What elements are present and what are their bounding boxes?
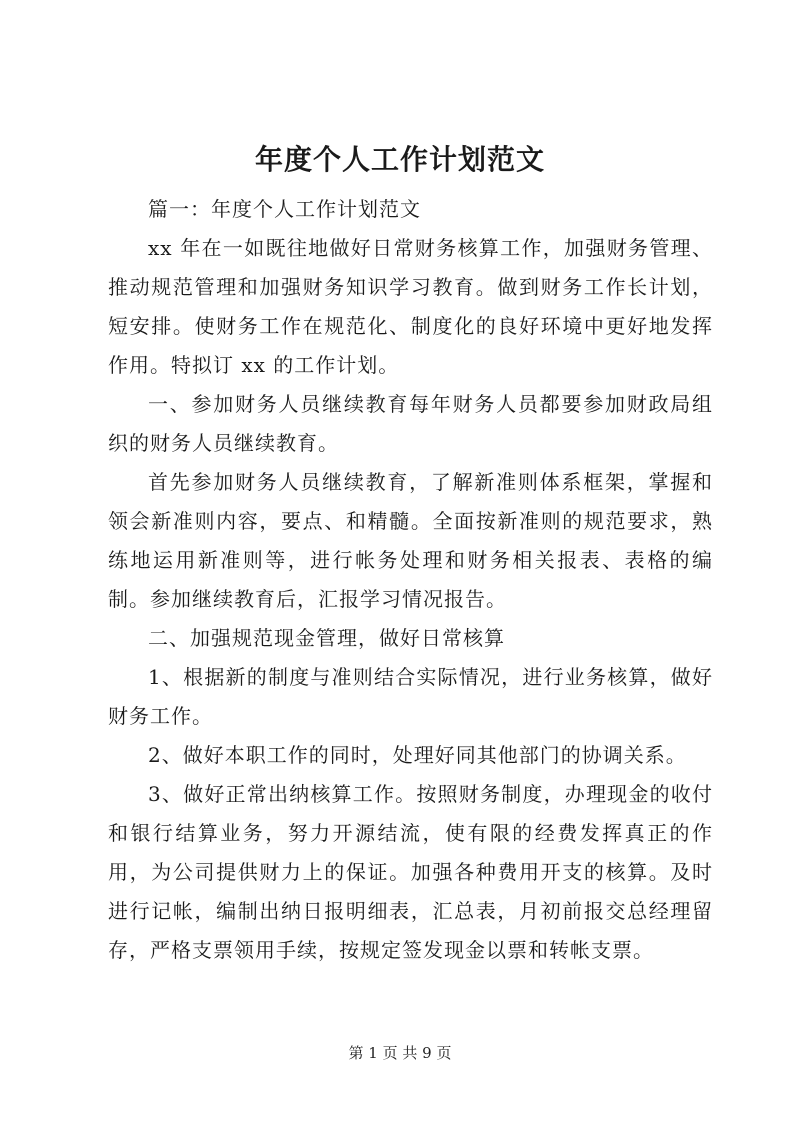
section-heading: 二、加强规范现金管理，做好日常核算 xyxy=(148,626,505,650)
body-paragraph: xx 年在一如既往地做好日常财务核算工作，加强财务管理、推动规范管理和加强财务知识学习教育。做到财务工作长计划，短安排。使财务工作在规范化、制度化的良好环境中更好地发挥作用。特拟订 xx 的工作计划。 xyxy=(108,236,713,377)
body-paragraph: 1、根据新的制度与准则结合实际情况，进行业务核算，做好财务工作。 xyxy=(108,665,713,728)
section-heading: 篇一：年度个人工作计划范文 xyxy=(148,197,421,221)
document-body xyxy=(108,190,713,970)
document-title: 年度个人工作计划范文 xyxy=(254,143,545,176)
body-paragraph: 3、做好正常出纳核算工作。按照财务制度，办理现金的收付和银行结算业务，努力开源结流，使有限的经费发挥真正的作用，为公司提供财力上的保证。加强各种费用开支的核算。及时进行记帐，编制出纳日报明细表，汇总表，月初前报交总经理留存，严格支票领用手续，按规定签发现金以票和转帐支票。 xyxy=(108,782,713,962)
body-paragraph: 一、参加财务人员继续教育每年财务人员都要参加财政局组织的财务人员继续教育。 xyxy=(108,392,713,455)
body-paragraph: 2、做好本职工作的同时，处理好同其他部门的协调关系。 xyxy=(148,743,687,767)
body-paragraph: 首先参加财务人员继续教育，了解新准则体系框架，掌握和领会新准则内容，要点、和精髓。全面按新准则的规范要求，熟练地运用新准则等，进行帐务处理和财务相关报表、表格的编制。参加继续教育后，汇报学习情况报告。 xyxy=(108,470,713,611)
page-number-footer: 第 1 页 共 9 页 xyxy=(348,1044,452,1062)
